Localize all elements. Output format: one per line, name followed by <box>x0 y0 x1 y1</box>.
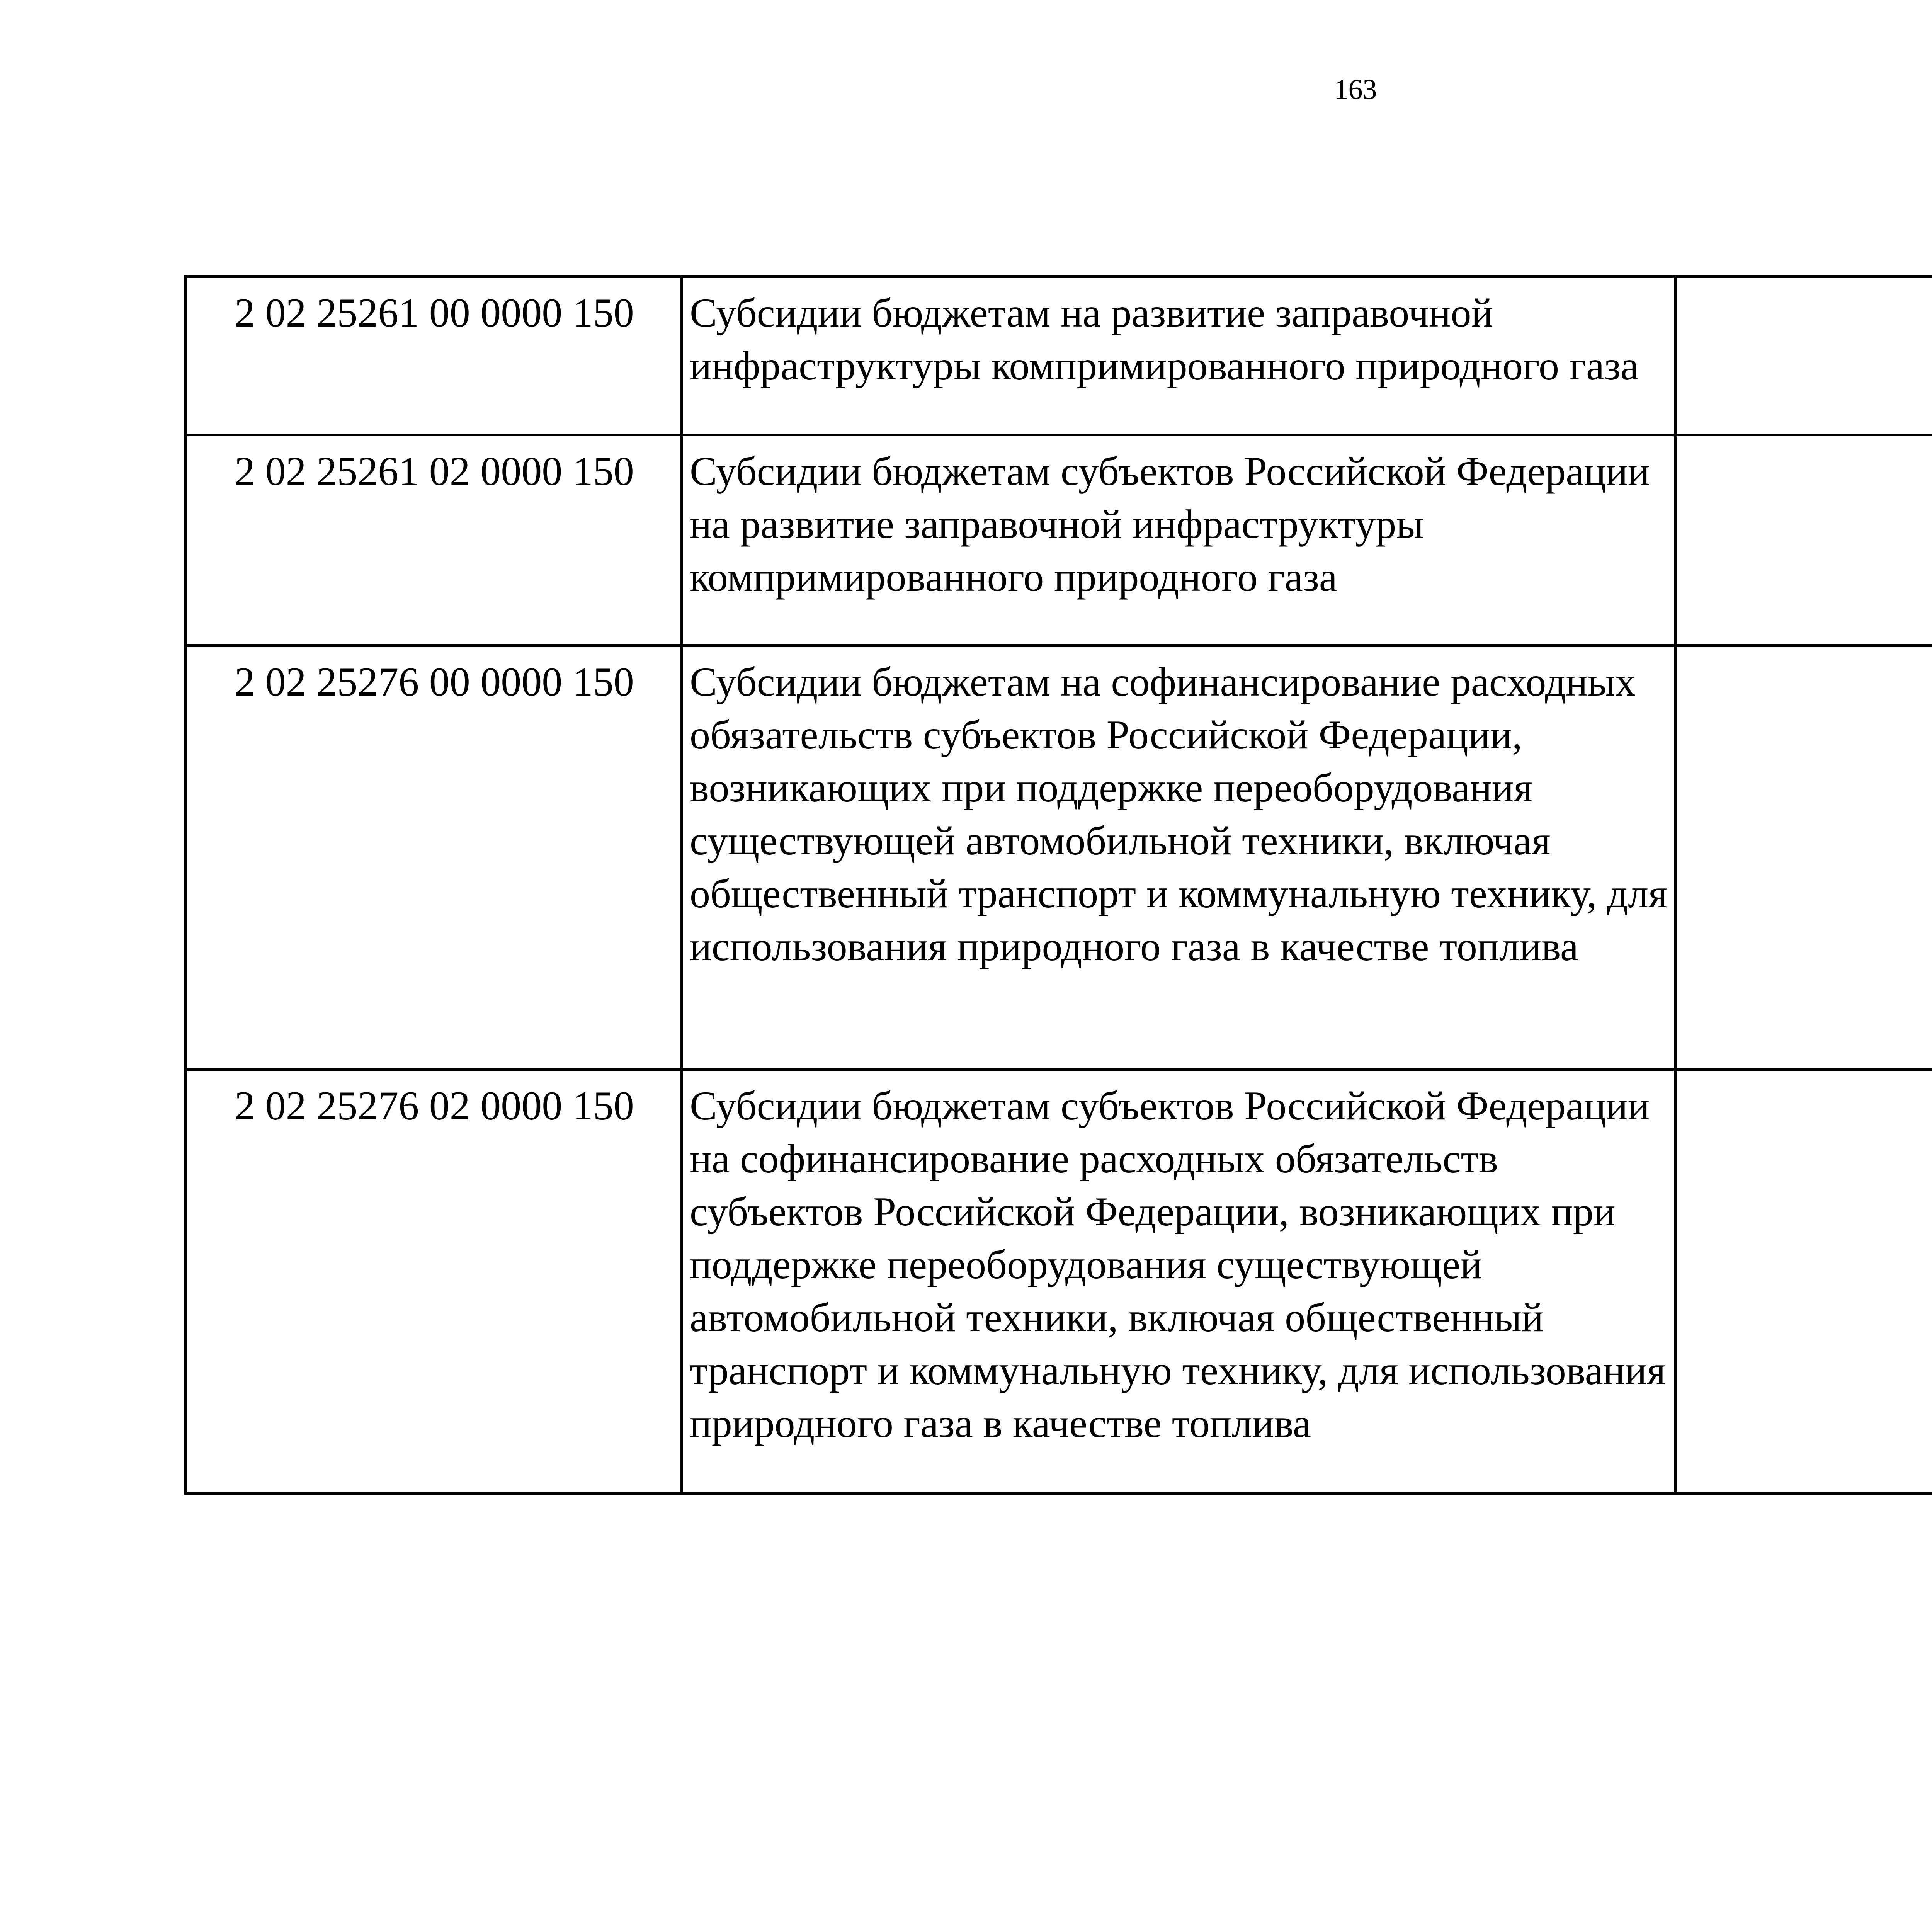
description-cell: Субсидии бюджетам на развитие заправочной инфраструктуры компримированного природного газа <box>682 277 1675 435</box>
budget-code-cell: 2 02 25276 02 0000 150 <box>186 1070 682 1493</box>
budget-code-cell: 2 02 25276 00 0000 150 <box>186 646 682 1070</box>
description-cell: Субсидии бюджетам субъектов Российской Федерации на развитие заправочной инфраструктуры компримированного природного газа <box>682 435 1675 646</box>
table-row <box>186 435 1932 646</box>
table-row <box>186 1070 1932 1493</box>
empty-cell <box>1675 646 1932 1070</box>
table-row <box>186 277 1932 435</box>
budget-table <box>184 275 1932 1495</box>
budget-code-cell: 2 02 25261 00 0000 150 <box>186 277 682 435</box>
budget-code-cell: 2 02 25261 02 0000 150 <box>186 435 682 646</box>
empty-cell <box>1675 277 1932 435</box>
page-number: 163 <box>1334 74 1377 105</box>
description-cell: Субсидии бюджетам на софинансирование расходных обязательств субъектов Российской Федерации, возникающих при поддержке переоборудования существующей автомобильной техники, включая общественный транспорт и коммунальную технику, для использования природного газа в качестве топлива <box>682 646 1675 1070</box>
table-row <box>186 646 1932 1070</box>
description-cell: Субсидии бюджетам субъектов Российской Федерации на софинансирование расходных обязательств субъектов Российской Федерации, возникающих при поддержке переоборудования существующей автомобильной техники, включая общественный транспорт и коммунальную технику, для использования природного газа в качестве топлива <box>682 1070 1675 1493</box>
empty-cell <box>1675 435 1932 646</box>
empty-cell <box>1675 1070 1932 1493</box>
